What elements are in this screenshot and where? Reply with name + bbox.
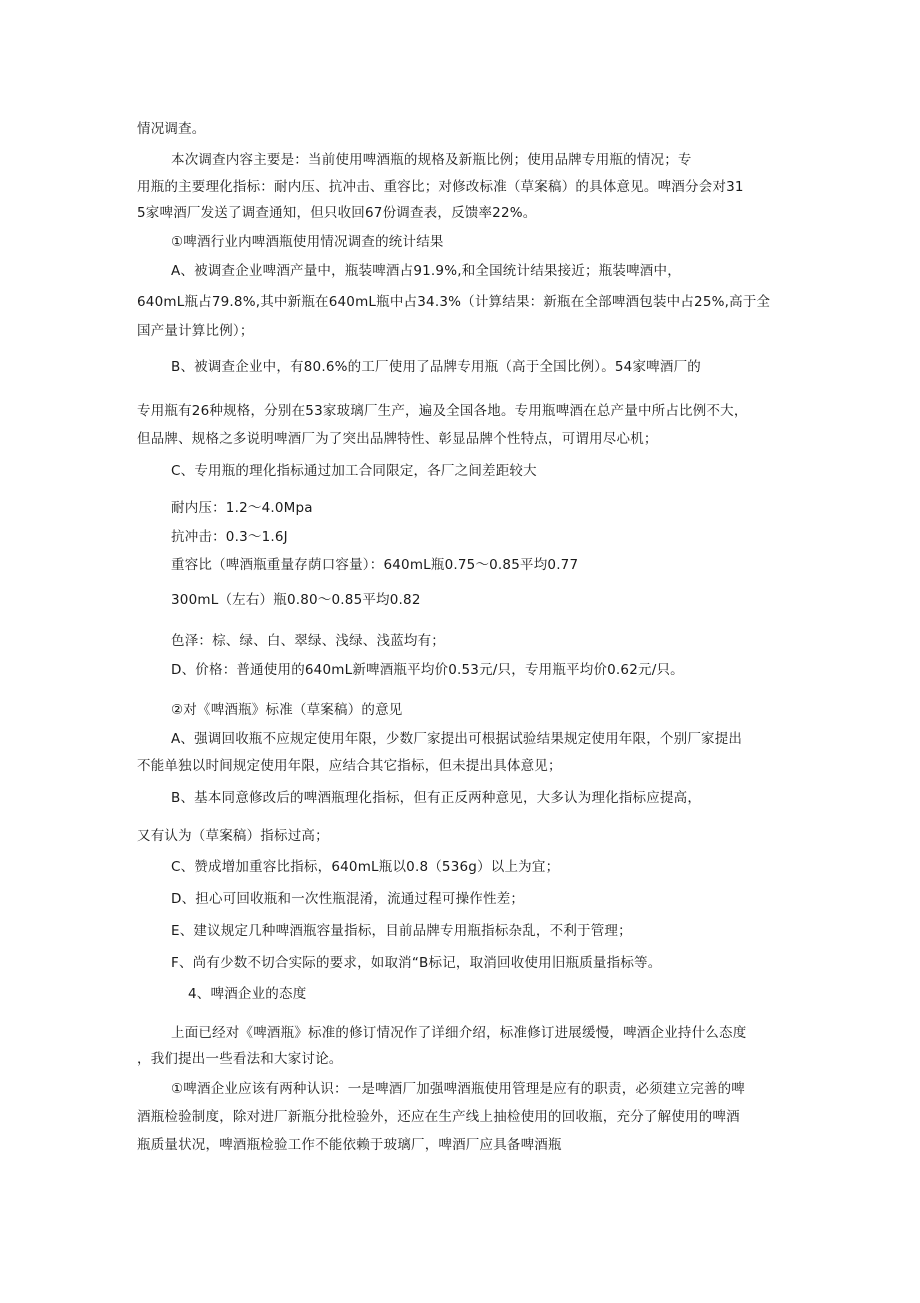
text-line: B、基本同意修改后的啤酒瓶理化指标，但有正反两种意见，大多认为理化指标应提高，	[171, 790, 702, 806]
spec-line: 300mL（左右）瓶0.80〜0.85平均0.82	[171, 592, 421, 608]
text-line: 但品牌、规格之多说明啤酒厂为了突出品牌特性、彰显品牌个性特点，可谓用尽心机；	[137, 431, 658, 447]
section-heading: ②对《啤酒瓶》标准（草案稿）的意见	[171, 702, 403, 718]
text-line: A、被调查企业啤酒产量中，瓶装啤酒占91.9%,和全国统计结果接近；瓶装啤酒中，	[171, 263, 681, 279]
text-line: D、价格：普通使用的640mL新啤酒瓶平均价0.53元/只，专用瓶平均价0.62元/只。	[171, 662, 684, 678]
spec-line: 抗冲击：0.3〜1.6J	[171, 529, 288, 545]
text-line: 不能单独以时间规定使用年限，应结合其它指标，但未提出具体意见；	[137, 758, 562, 774]
text-line: 酒瓶检验制度，除对进厂新瓶分批检验外，还应在生产线上抽检使用的回收瓶，充分了解使用的啤酒	[137, 1109, 740, 1125]
text-line: 情况调查。	[137, 121, 206, 137]
text-line: ，我们提出一些看法和大家讨论。	[137, 1051, 343, 1067]
spec-line: 色泽：棕、绿、白、翠绿、浅绿、浅蓝均有；	[171, 633, 445, 649]
text-line: 瓶质量状况，啤酒瓶检验工作不能依赖于玻璃厂，啤酒厂应具备啤酒瓶	[137, 1137, 562, 1153]
text-line: 上面已经对《啤酒瓶》标准的修订情况作了详细介绍，标准修订进展缓慢，啤酒企业持什么态度	[171, 1025, 747, 1041]
section-heading: 4、啤酒企业的态度	[188, 986, 307, 1002]
section-heading: ①啤酒行业内啤酒瓶使用情况调查的统计结果	[171, 234, 444, 250]
spec-line: 重容比（啤酒瓶重量存荫口容量）：640mL瓶0.75〜0.85平均0.77	[171, 557, 579, 573]
text-line: D、担心可回收瓶和一次性瓶混淆，流通过程可操作性差；	[171, 891, 525, 907]
text-line: 专用瓶有26种规格，分别在53家玻璃厂生产，遍及全国各地。专用瓶啤酒在总产量中所占比例不大，	[137, 403, 748, 419]
text-line: B、被调查企业中，有80.6%的工厂使用了品牌专用瓶（高于全国比例）。54家啤酒厂的	[171, 359, 701, 375]
text-line: C、专用瓶的理化指标通过加工合同限定，各厂之间差距较大	[171, 463, 537, 479]
text-line: ①啤酒企业应该有两种认识：一是啤酒厂加强啤酒瓶使用管理是应有的职责，必须建立完善的啤	[171, 1081, 746, 1097]
spec-line: 耐内压：1.2〜4.0Mpa	[171, 500, 313, 516]
text-line: E、建议规定几种啤酒瓶容量指标，目前品牌专用瓶指标杂乱，不利于管理；	[171, 923, 632, 939]
text-line: A、强调回收瓶不应规定使用年限，少数厂家提出可根据试验结果规定使用年限，个别厂家提出	[171, 731, 743, 747]
text-line: 又有认为（草案稿）指标过高；	[137, 828, 329, 844]
text-line: C、赞成增加重容比指标，640mL瓶以0.8（536g）以上为宜；	[171, 859, 560, 875]
text-line: 用瓶的主要理化指标：耐内压、抗冲击、重容比；对修改标准（草案稿）的具体意见。啤酒分会对31	[137, 179, 744, 195]
text-line: 5家啤酒厂发送了调查通知，但只收回67份调查表，反馈率22%。	[137, 205, 537, 221]
text-line: 国产量计算比例）；	[137, 323, 254, 339]
text-line: 640mL瓶占79.8%,其中新瓶在640mL瓶中占34.3%（计算结果：新瓶在全部啤酒包装中占25%,高于全	[137, 294, 771, 310]
text-line: F、尚有少数不切合实际的要求，如取消“B标记，取消回收使用旧瓶质量指标等。	[171, 955, 662, 971]
text-line: 本次调查内容主要是：当前使用啤酒瓶的规格及新瓶比例；使用品牌专用瓶的情况；专	[171, 152, 692, 168]
